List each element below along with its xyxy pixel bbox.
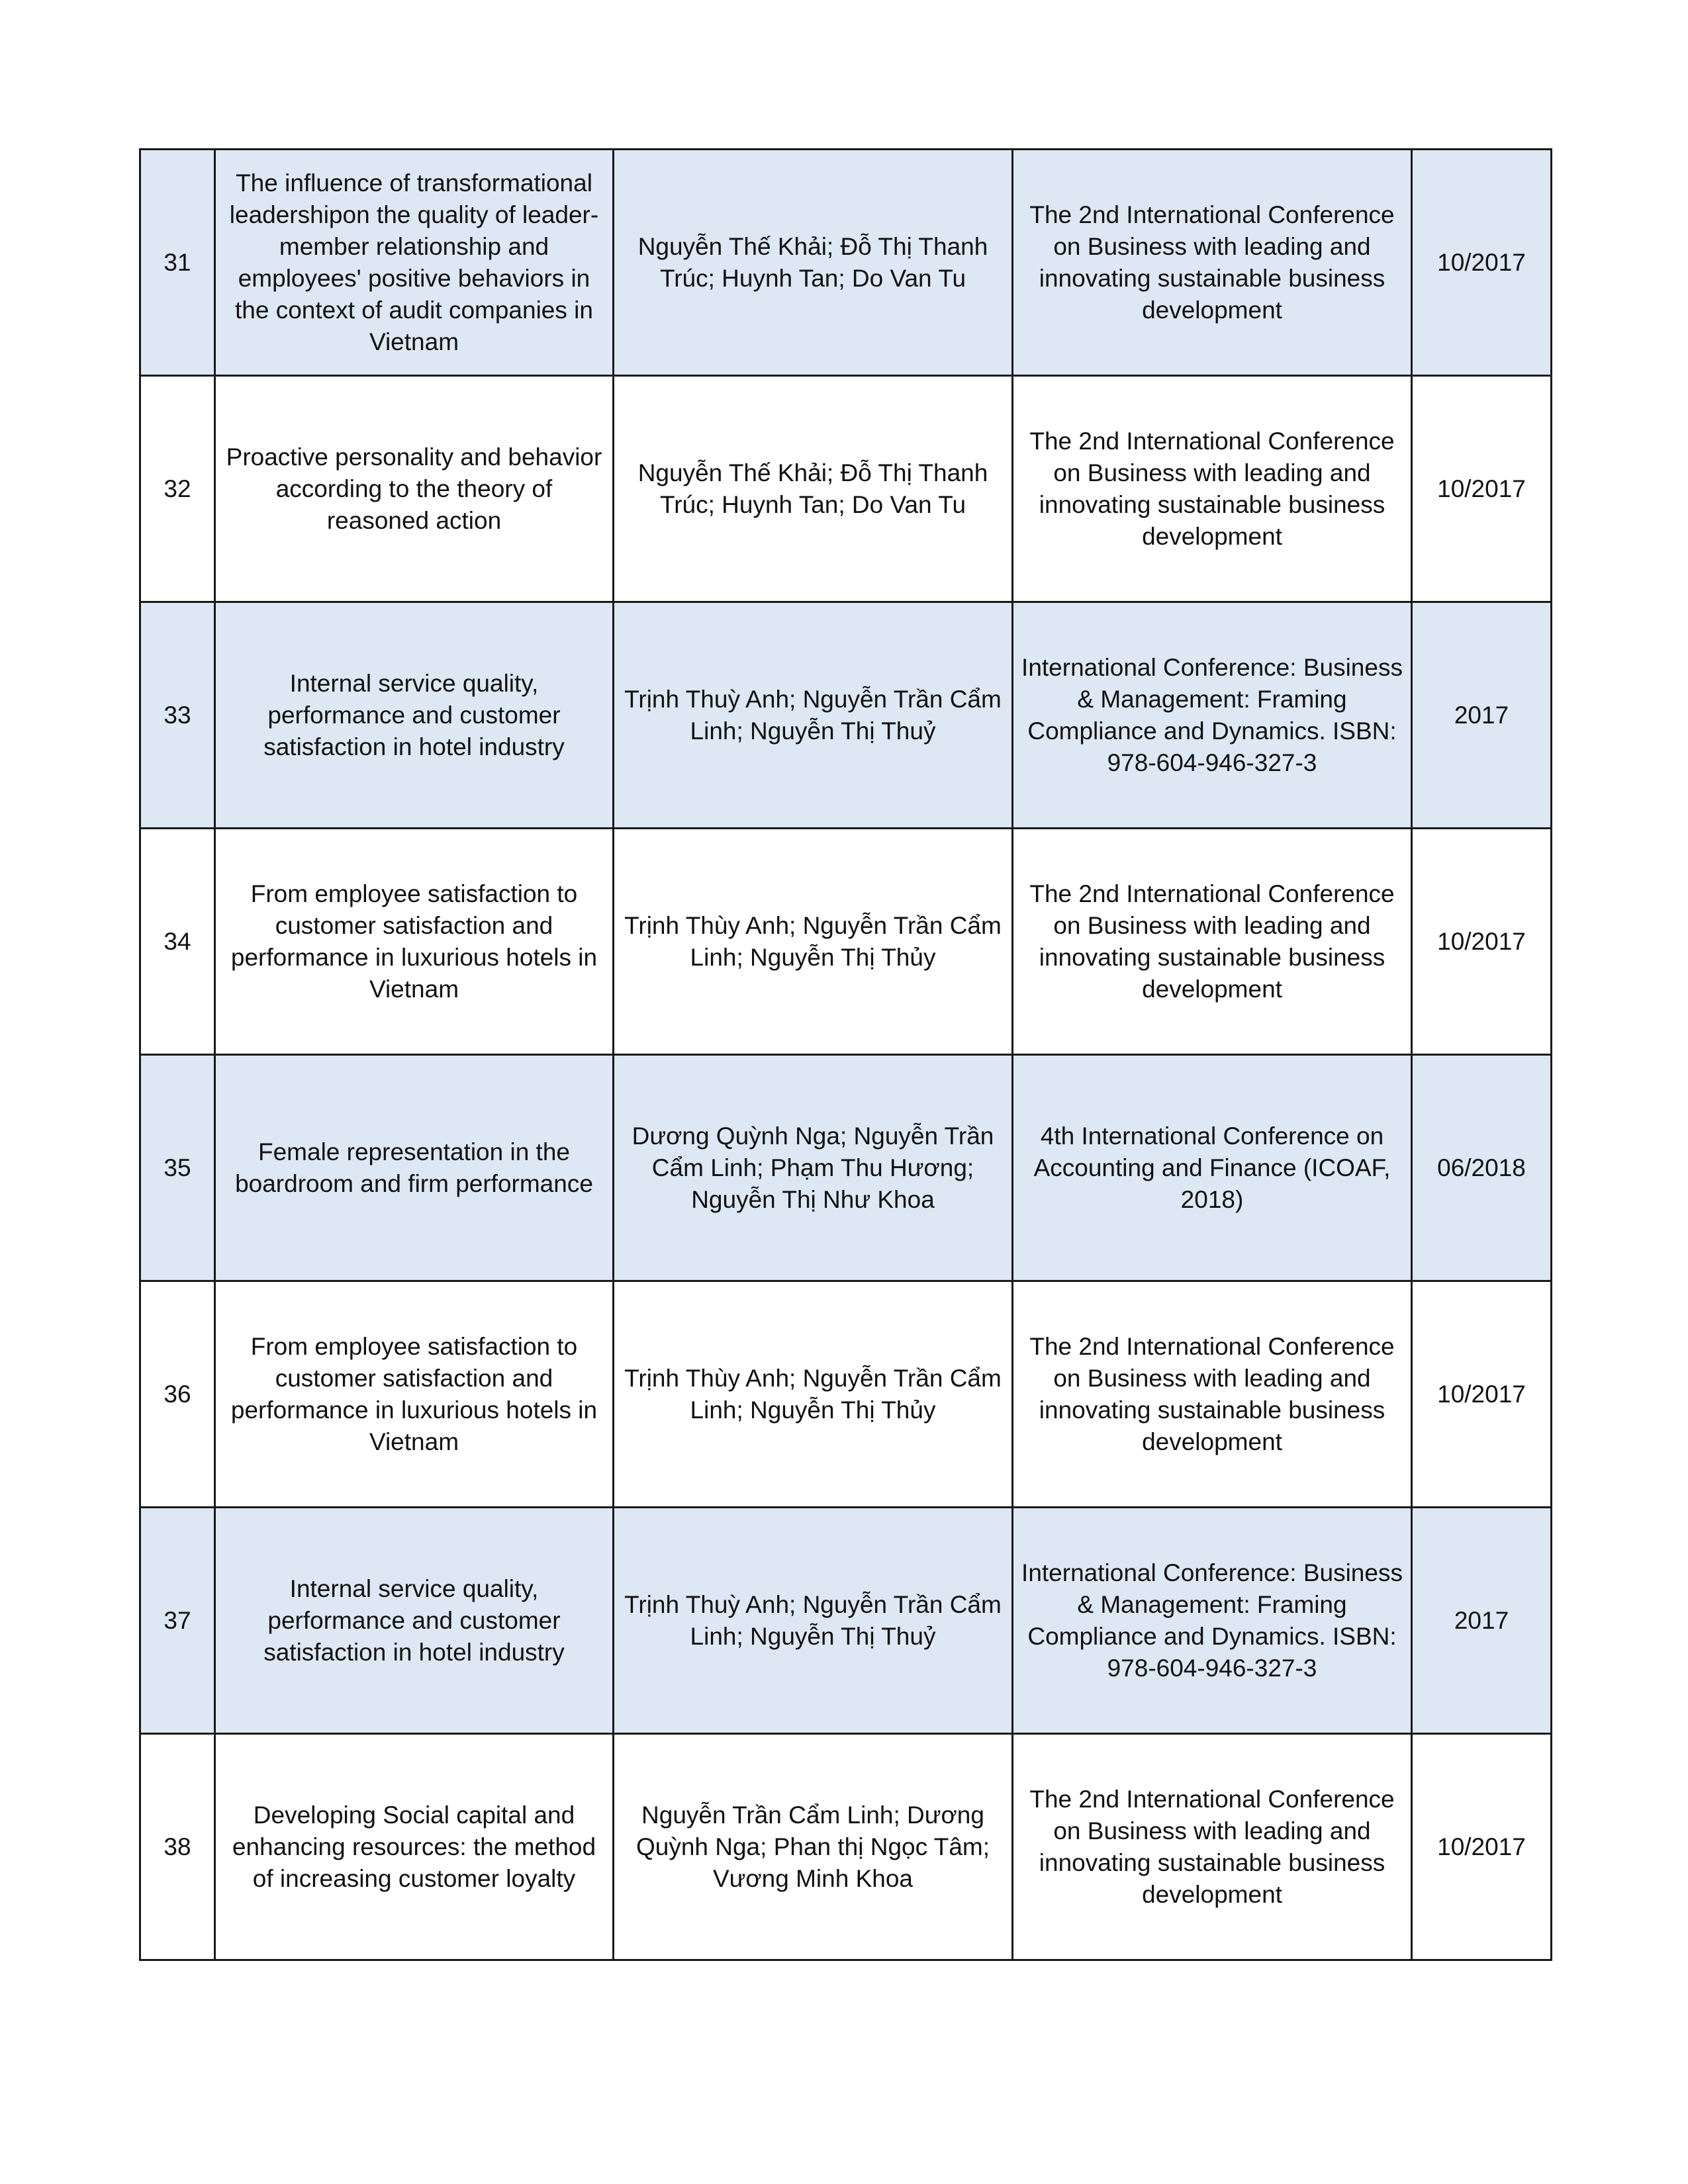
paper-venue: The 2nd International Conference on Business with leading and innovating sustainable business development: [1013, 1734, 1412, 1960]
table-row: [140, 1055, 1552, 1281]
row-number: 32: [140, 376, 215, 602]
row-number: 33: [140, 602, 215, 829]
paper-venue: The 2nd International Conference on Business with leading and innovating sustainable business development: [1013, 376, 1412, 602]
paper-title: Developing Social capital and enhancing resources: the method of increasing customer loyalty: [215, 1734, 614, 1960]
paper-date: 10/2017: [1412, 1734, 1552, 1960]
paper-title: From employee satisfaction to customer satisfaction and performance in luxurious hotels in Vietnam: [215, 829, 614, 1055]
table-row: [140, 376, 1552, 602]
paper-title: The influence of transformational leadershipon the quality of leader-member relationship and employees' positive behaviors in the context of audit companies in Vietnam: [215, 150, 614, 376]
paper-date: 10/2017: [1412, 150, 1552, 376]
row-number: 34: [140, 829, 215, 1055]
paper-title: Female representation in the boardroom and firm performance: [215, 1055, 614, 1281]
row-number: 37: [140, 1508, 215, 1734]
table-row: [140, 1508, 1552, 1734]
paper-authors: Nguyễn Trần Cẩm Linh; Dương Quỳnh Nga; Phan thị Ngọc Tâm; Vương Minh Khoa: [614, 1734, 1013, 1960]
row-number: 38: [140, 1734, 215, 1960]
paper-venue: The 2nd International Conference on Business with leading and innovating sustainable business development: [1013, 829, 1412, 1055]
paper-date: 06/2018: [1412, 1055, 1552, 1281]
table-row: [140, 602, 1552, 829]
paper-authors: Trịnh Thùy Anh; Nguyễn Trần Cẩm Linh; Nguyễn Thị Thủy: [614, 829, 1013, 1055]
paper-date: 10/2017: [1412, 376, 1552, 602]
paper-title: From employee satisfaction to customer satisfaction and performance in luxurious hotels in Vietnam: [215, 1281, 614, 1508]
paper-authors: Nguyễn Thế Khải; Đỗ Thị Thanh Trúc; Huynh Tan; Do Van Tu: [614, 376, 1013, 602]
table-row: [140, 150, 1552, 376]
paper-title: Internal service quality, performance and customer satisfaction in hotel industry: [215, 602, 614, 829]
paper-venue: The 2nd International Conference on Business with leading and innovating sustainable business development: [1013, 1281, 1412, 1508]
table-row: [140, 829, 1552, 1055]
paper-date: 2017: [1412, 602, 1552, 829]
paper-date: 10/2017: [1412, 829, 1552, 1055]
publications-table: [139, 148, 1552, 1961]
table-row: [140, 1281, 1552, 1508]
row-number: 36: [140, 1281, 215, 1508]
paper-date: 10/2017: [1412, 1281, 1552, 1508]
row-number: 31: [140, 150, 215, 376]
paper-venue: International Conference: Business & Management: Framing Compliance and Dynamics. ISBN: 978-604-946-327-3: [1013, 602, 1412, 829]
paper-authors: Dương Quỳnh Nga; Nguyễn Trần Cẩm Linh; Phạm Thu Hương; Nguyễn Thị Như Khoa: [614, 1055, 1013, 1281]
paper-title: Proactive personality and behavior according to the theory of reasoned action: [215, 376, 614, 602]
paper-authors: Trịnh Thùy Anh; Nguyễn Trần Cẩm Linh; Nguyễn Thị Thủy: [614, 1281, 1013, 1508]
paper-authors: Trịnh Thuỳ Anh; Nguyễn Trần Cẩm Linh; Nguyễn Thị Thuỷ: [614, 1508, 1013, 1734]
paper-authors: Nguyễn Thế Khải; Đỗ Thị Thanh Trúc; Huynh Tan; Do Van Tu: [614, 150, 1013, 376]
paper-authors: Trịnh Thuỳ Anh; Nguyễn Trần Cẩm Linh; Nguyễn Thị Thuỷ: [614, 602, 1013, 829]
row-number: 35: [140, 1055, 215, 1281]
paper-venue: International Conference: Business & Management: Framing Compliance and Dynamics. ISBN: 978-604-946-327-3: [1013, 1508, 1412, 1734]
paper-venue: 4th International Conference on Accounting and Finance (ICOAF, 2018): [1013, 1055, 1412, 1281]
paper-venue: The 2nd International Conference on Business with leading and innovating sustainable business development: [1013, 150, 1412, 376]
paper-title: Internal service quality, performance and customer satisfaction in hotel industry: [215, 1508, 614, 1734]
paper-date: 2017: [1412, 1508, 1552, 1734]
table-row: [140, 1734, 1552, 1960]
